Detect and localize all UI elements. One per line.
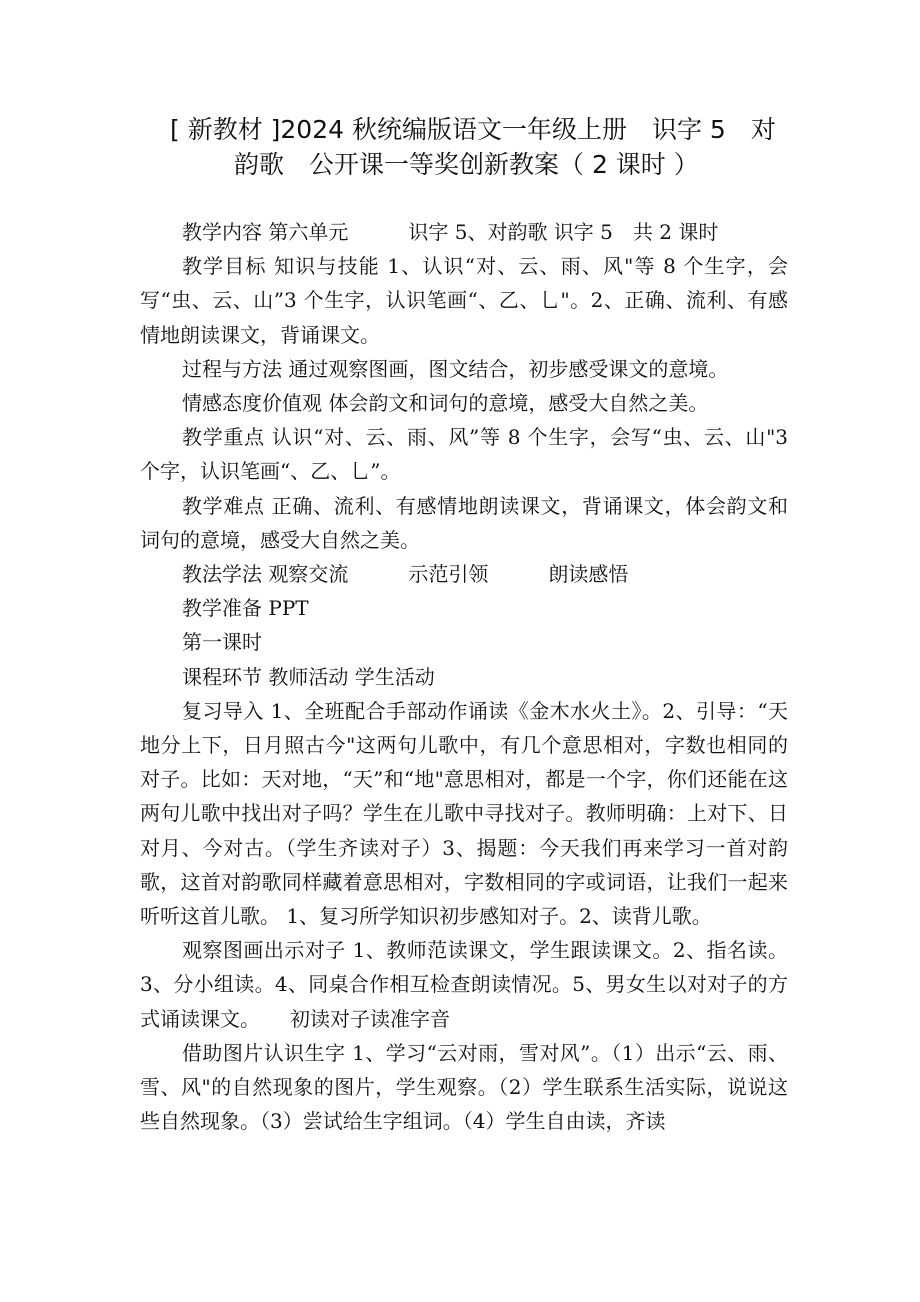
title-line-1: [ 新教材 ]2024 秋统编版语文一年级上册 识字 5 对 (170, 115, 776, 144)
paragraph-teaching-methods: 教法学法 观察交流 示范引领 朗读感悟 (182, 562, 629, 587)
paragraph-difficulties: 教学难点 正确、流利、有感情地朗读课文，背诵课文，体会韵文和词句的意境，感受大自然之美。 (140, 493, 788, 552)
paragraph-picture-characters: 借助图片认识生字 1、学习“云对雨，雪对风”。（1）出示“云、雨、雪、风"的自然现象的图片，学生观察。（2）学生联系生活实际，说说这些自然现象。（3）尝试给生字组词。（4）学生自由读，齐读 (140, 1040, 788, 1134)
paragraph-first-lesson: 第一课时 (182, 630, 262, 655)
document-body (140, 215, 788, 1138)
paragraph-review-intro: 复习导入 1、全班配合手部动作诵读《金木水火土》。2、引导：“天地分上下，日月照古今"这两句儿歌中，有几个意思相对，字数也相同的对子。比如：天对地，“天”和“地"意思相对，都是一个字，你们还能在这两句儿歌中找出对子吗？学生在儿歌中寻找对子。教师明确：上对下、日对月、今对古。（学生齐读对子）3、揭题：今天我们再来学习一首对韵歌，这首对韵歌同样藏着意思相对，字数相同的字或词语，让我们一起来听听这首儿歌。 1、复习所学知识初步感知对子。2、读背儿歌。 (140, 698, 788, 929)
document-title (150, 112, 810, 182)
paragraph-observe-pictures: 观察图画出示对子 1、教师范读课文，学生跟读课文。2、指名读。3、分小组读。4、同桌合作相互检查朗读情况。5、男女生以对对子的方式诵读课文。 初读对子读准字音 (140, 938, 788, 1031)
paragraph-teaching-content: 教学内容 第六单元 识字 5、对韵歌 识字 5 共 2 课时 (182, 220, 719, 244)
title-line-2: 韵歌 公开课一等奖创新教案（ 2 课时 ） (234, 150, 699, 179)
paragraph-emotion-values: 情感态度价值观 体会韵文和词句的意境，感受大自然之美。 (182, 391, 709, 416)
paragraph-teaching-goals: 教学目标 知识与技能 1、认识“对、云、雨、风"等 8 个生字，会写“虫、云、山”3 个生字，认识笔画“、乙、乚"。2、正确、流利、有感情地朗读课文，背诵课文。 (140, 254, 788, 347)
paragraph-course-sections: 课程环节 教师活动 学生活动 (182, 664, 435, 689)
paragraph-preparation: 教学准备 PPT (182, 596, 309, 621)
paragraph-key-points: 教学重点 认识“对、云、雨、风”等 8 个生字，会写“虫、云、山"3 个字，认识笔画“、乙、乚”。 (140, 425, 788, 484)
paragraph-process-method: 过程与方法 通过观察图画，图文结合，初步感受课文的意境。 (182, 356, 729, 381)
